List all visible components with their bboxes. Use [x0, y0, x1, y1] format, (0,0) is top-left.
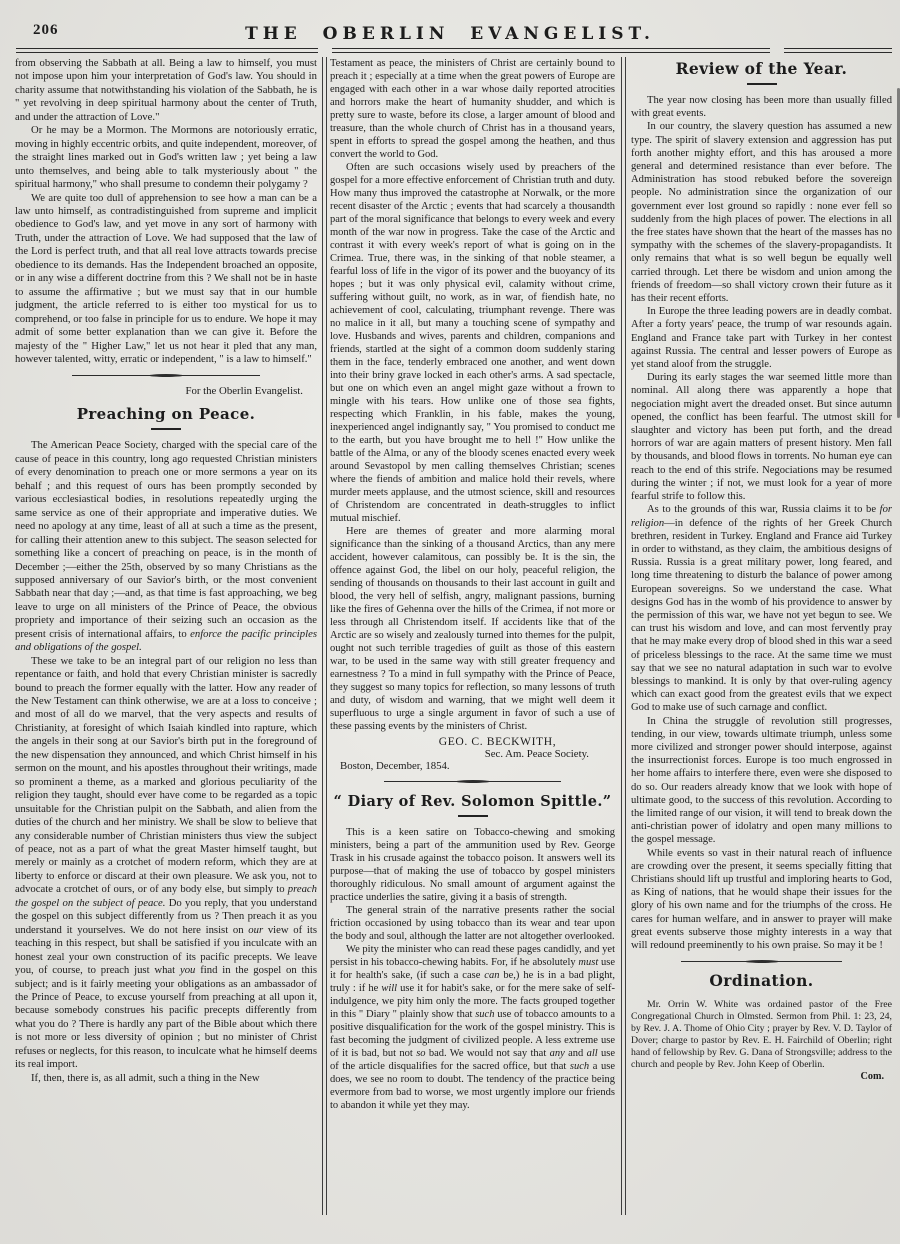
- article-divider: [681, 959, 843, 965]
- column-divider: [621, 57, 626, 1215]
- article-divider: [384, 779, 561, 785]
- left-column: [15, 57, 317, 1223]
- paragraph: from observing the Sabbath at all. Being a law to himself, you must not impose upon him your interpretation of God's law. You should in charity assume that notwithstanding his violation of the Sabbath, he is " yet revolving in deep spiritual harmony about the center of Truth, and under the attraction of Love.": [15, 57, 317, 123]
- paragraph: Testament as peace, the ministers of Christ are certainly bound to preach it ; especially at a time when the great powers of Europe are engaged with each other in a war whose daily reported atrocities and horrors make the heart of humanity shudder, and which is pretty sure to waste, before its close, a larger amount of blood and treasure, than the whole church of Christ has in a thousand years, spent in efforts to spread the gospel among the heathen, and thus convert the world to God.: [330, 58, 615, 160]
- columns-container: [15, 57, 892, 1223]
- paragraph: In Europe the three leading powers are in deadly combat. After a forty years' peace, the trump of war resounds again. England and France take part with Turkey in her contest against Russia. The central and lesser powers of Europe as yet stand aloof from the struggle.: [631, 306, 892, 371]
- signature-title: Sec. Am. Peace Society.: [484, 748, 589, 760]
- heading-preaching-on-peace: Preaching on Peace.: [15, 405, 317, 430]
- dateline: Boston, December, 1854.: [340, 760, 450, 772]
- paragraph: This is a keen satire on Tobacco-chewing and smoking ministers, being a part of the ammunition used by Rev. George Trask in his crusade against the tobacco poison. It answers well its purpose—that of making the use of tobacco by gospel ministers thoroughly ridiculous. No small amount of argument against the practice underlies the satire, giving it a basis of strength.: [330, 827, 615, 903]
- paragraph: During its early stages the war seemed little more than nominal. All along there was apparently a hope that negociation might avert the dreaded onset. But since autumn opened, the conflict has been fearful. The utmost skill for slaughter and victory has been put forth, and the dread horrors of war are again matters of present history. Men fall by thousands, and blood flows in torrents. No human eye can reach to the end of this strife. Negociations may be resumed during the winter ; if not, we must look for a year of more fearful strife to follow this.: [631, 372, 892, 503]
- paragraph: We pity the minister who can read these pages candidly, and yet persist in his tobacco-chewing habits. For, if he absolutely must use it for health's sake, (if such a case can be,) he is in a bad plight, truly : if he will use it for habit's sake, or for the mere sake of self-indulgence, we pity him only the more. The facts grouped together in this " Diary " plainly show that such use of tobacco amounts to a positive disqualification for the work of the gospel ministry. This is fast becoming the judgment of civilized people. A less extreme use of it is bad, but not so bad. We would not say that any and all use of the article disqualifies for the sacred office, but that such a use does, we see no room to doubt. The tendency of the practice being evermore from bad to worse, we most urgently implore our friends to abandon it while yet they may.: [330, 944, 615, 1111]
- masthead-rule: [16, 48, 892, 53]
- article-divider: [72, 373, 259, 379]
- paragraph: We are quite too dull of apprehension to see how a man can be a law unto himself, as contradistinguished from supreme and implicit obedience to God's law, and yet move in any sort of harmony with Truth, under the attraction of Love. We had supposed that the law of the Lord is perfect truth, and that all real love attracts towards precise obedience to its demands. Has the Independent broached an opposite, or in any wise a different doctrine from this ? We shall not be in haste to assume the affirmative ; but we must say that in our humble judgment, the article referred to is either too mystical for us to comprehend, or too false in principle for us to endure. We hope it may admit of some better explanation than we can give it. Before the majesty of the " Higher Law," let us not hear it pled that any man, however talented, witty, erratic or independent, " is a law to himself.": [15, 191, 317, 365]
- paragraph: The year now closing has been more than usually filled with great events.: [631, 95, 892, 120]
- paragraph: These we take to be an integral part of our religion no less than repentance or faith, and hold that every Christian minister is sacredly bound to preach the former equally with the latter. How any reader of the New Testament can think otherwise, we are at a loss to conceive ; and most of all do we marvel, that the very aspects and results of Christianity, at foresight of which Isaiah kindled into rapture, which the angels in their song at our Savior's birth put in the foreground of the new dispensation they announced, and which Christ himself in his sermon on the mount, and his apostles throughout their writings, made so prominent a theme, as a marked and glorious peculiarity of the religion they taught, should ever have come to be regarded as a topic unsuitable for the Christian pulpit on the Sabbath, and alien from the duties of the church and her ministry. We shall be slow to believe that any considerable number of Christian ministers thus view the subject of peace, not as a part of what the great Master himself taught, but merely or mainly as a crotchet of modern reform, which they are at liberty to enforce or discard at their own pleasure. We ask you, not to advocate a crotchet of ours, or of any body else, but simply to preach the gospel on the subject of peace. Do you reply, that you understand the gospel on this subject differently from us ? Then preach it as you understand it yourselves. We do not here insist on our view of its teaching in this respect, but shall be satisfied if you inculcate with an honest zeal your own construction of its pacific precepts. We leave you, of course, to preach just what you find in the gospel on this subject; and is it fairly meeting your obligations as an ambassador of the Prince of Peace, to excuse yourself from preaching at all upon it, because somebody construes his pacific precepts differently from what you do ? There is hardly any part of the Bible about which there is not more or less diversity of opinion ; but no minister of Christ refuses or neglects, for this reason, to inculcate what he himself deems its real import.: [15, 654, 317, 1071]
- heading-review-of-the-year: Review of the Year.: [631, 59, 892, 85]
- paragraph: The general strain of the narrative presents rather the social friction occasioned by using tobacco than its wear and tear upon the body and soul, although the latter are not altogether overlooked.: [330, 905, 615, 942]
- paragraph: While events so vast in their natural reach of influence are crowding over the present, it seems specially fitting that Christians should lift up trustful and imploring hearts to God, as King of nations, that he would shape their issues for the glory of his own name and for the triumphs of the cross. He cares for human welfare, and in answer to prayer will make great events subserve those mighty interests in a way that will redound preeminently to his own praise. So may it be !: [631, 847, 892, 951]
- masthead-rule-segment: [332, 48, 770, 53]
- heading-ordination: Ordination.: [709, 971, 814, 991]
- paragraph: If, then, there is, as all admit, such a thing in the New: [31, 1071, 260, 1084]
- paragraph: As to the grounds of this war, Russia claims it to be for religion—in defence of the rights of her Greek Church brethren, resident in Turkey. England and France aid Turkey in order to withstand, as they claim, the ambitious designs of Russia. Russia is a great military power, long feared, and long time threatening to disturb the balance of power among European sovereigns. So we understand the case. What designs God has in the womb of his providence to answer by the permission of this war, we have not yet begun to see. We can trust his wisdom and love, and can most fervently pray that he may make every drop of blood shed in this war a seed of priceless blessings to the race. At the same time we must say that we see no natural adaptation in such war to evolve blessings to mankind. It is only by that over-ruling agency which can exact good from the greatest evils that we expect God to make use of such carnage and conflict.: [631, 504, 892, 714]
- paragraph: The American Peace Society, charged with the special care of the cause of peace in this country, long ago requested Christian ministers of every denomination to preach one or more sermons a year on its behalf ; and this request of ours has been promptly seconded by various ecclesiastical bodies, in resolutions repeatedly urging the same service as one of their appropriate and imperative duties. We need no apology at any time, least of all at such a time as the present, for calling their attention anew to this subject. The season selected for something like a concert of preaching on peace, is in the month of December ;—either the 25th, observed by so many Christians as the supposed anniversary of our Savior's birth, or the most convenient Sabbath near that day ;—and, as that time is fast approaching, we beg leave to urge on all ministers of the Prince of Peace, the obvious propriety and importance of their seizing such an occasion as the present crisis of international affairs, to enforce the pacific principles and obligations of the gospel.: [15, 439, 317, 654]
- paragraph: Or he may be a Mormon. The Mormons are notoriously erratic, moving in highly eccentric orbits, and quite independent, moreover, of the straight lines marked out in God's written law ; yet being a law unto themselves, and being able to talk mysteriously about " the spiritual harmony," who shall presume to condemn their polygamy ?: [15, 124, 317, 191]
- masthead-rule-segment: [16, 48, 318, 53]
- paragraph: In China the struggle of revolution still progresses, tending, in our view, towards ultimate triumph, unless some more civilized and stronger power should interpose, against the insurrectionist forces. Europe is too much engrossed in her home affairs to interfere there, even were she disposed to do so. Our readers already know that we look with hope of ultimate good, to the success of this revolution. According to the limited range of our vision, it will tend to break down the anti-christian power of idolatry and open many millions to the gospel message.: [631, 715, 892, 846]
- page-number: 206: [33, 22, 59, 38]
- right-column: [631, 57, 892, 1223]
- item-credit: Com.: [860, 1071, 884, 1083]
- column-divider: [322, 57, 327, 1215]
- contribution-credit: For the Oberlin Evangelist.: [185, 385, 303, 398]
- paragraph: Mr. Orrin W. White was ordained pastor of the Free Congregational Church in Olmsted. Sermon from Phil. 1: 23, 24, by Rev. J. A. Thome of Ohio City ; prayer by Rev. V. D. Taylor of Dover; charge to pastor by Rev. E. H. Fairchild of Oberlin; right hand of fellowship by Rev. G. Dana of Strongsville; address to the church and people by Rev. John Keep of Oberlin.: [631, 999, 892, 1071]
- middle-column: [330, 57, 615, 1223]
- masthead-rule-segment: [784, 48, 892, 53]
- signature: GEO. C. BECKWITH,: [438, 735, 557, 748]
- paragraph: Here are themes of greater and more alarming moral significance than the sinking of a thousand Arctics, than any mere accident, however calamitous, can possibly be. It is the sin, the offence against God, the libel on our holy, peaceful religion, the sending of thousands on thousands to their last account in guilt and blood, the very hell of selfish, angry, malignant passions, burning like the fires of Gehenna over the hills of the Crimea, if not more or less through all Christendom itself. If accidents like that of the Arctic are so wisely and zealously turned into themes for the pulpit, ought not such terrible tragedies of guilt as those of this eastern war, to be used in the same way with still greater frequency and earnestness ? To a mind in full sympathy with the Prince of Peace, they suggest so many topics for reflection, so many lessons of truth and duty, of wisdom and warning, that we might well deem it superfluous to urge a single argument in favor of such a use of these passing events by the ministers of Christ.: [330, 526, 615, 732]
- masthead-title: THE OBERLIN EVANGELIST.: [245, 24, 655, 44]
- paragraph: Often are such occasions wisely used by preachers of the gospel for a more effective enforcement of Christian truth and duty. How many thus improved the catastrophe at Norwalk, or the more recent disaster of the Arctic ; events that had scarcely a thousandth part of the moral significance that belongs to every week and every month of the war now in progress. Take the case of the Arctic and contrast it with every week's report of what is going on in the Crimea. True, there was, in the sinking of that noble steamer, a fearful loss of life in the vigor of its power and the buoyancy of its hopes ; but it was only physical evil, calamity without crime, suffering without guilt, no work, as in war, of fiendish hate, no achievement of cool, calculating, triumphant revenge. There was no malice in it all, but many a touching scene of sympathy and love. Husbands and wives, parents and children, companions and friends, startled at the sight of a common doom suddenly staring them in the face, tenderly embraced one another, and went down into their briny grave locked in each other's arms. A sad spectacle, but one on which even an angel might gaze without a frown to mingle with his tears. How unlike one of those sea fights, respecting which Franklin, in his fable, makes the young, inexperienced angel indignantly say, " You promised to conduct me to the earth, but you have brought me to hell !" How unlike the battle of the Alma, or any of the bloody scenes enacted every week around Sevastopol by men calling themselves Christian; scenes where the fiends of ambition and malice hold their revels, where murder meets applause, and the utmost science, skill and resources of Christendom are concentrated in death-struggles to inflict mutual mischief.: [330, 162, 615, 524]
- paragraph: In our country, the slavery question has assumed a new type. The spirit of slavery extension and aggression has put forth another mighty effort, and this has aroused a more general and determined resistance than ever before. The Administration has stood rebuked before the sovereign people. No administration since the organization of our government ever lost ground so rapidly : none ever fell so suddenly from the high places of power. The elections in all the free states have shown that the heart of the masses has no sympathy with the schemes of the slavery-propagandists. It only remains that what is so well begun be equally well carried through. Let there be wisdom and union among the friends of freedom—so shall victory crown their future as it has their recent efforts.: [631, 121, 892, 305]
- heading-diary-of-rev-solomon-spittle: “ Diary of Rev. Solomon Spittle.”: [330, 793, 615, 817]
